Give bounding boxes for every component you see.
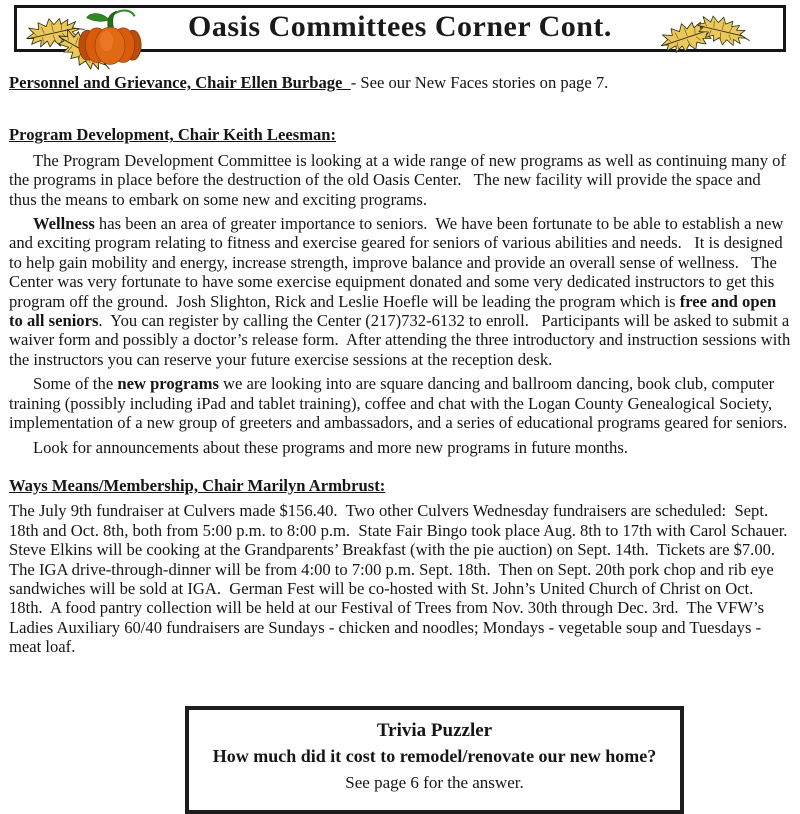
header-banner — [14, 5, 786, 52]
paragraph — [9, 501, 796, 657]
paragraph-text-bold: new programs — [117, 374, 219, 394]
paragraph-text: The Program Development Committee is looking at a wide range of new programs as well as continuing many of the programs in place before the destruction of the old Oasis Center. The new facility will provide the space and thus the means to embark on some new and exciting programs. — [9, 150, 791, 209]
page-title: Oasis Committees Corner Cont. — [188, 10, 612, 43]
paragraph-text: we are looking into are square dancing and ballroom dancing, book club, computer training (possibly including iPad and tablet training), coffee and chat with the Logan County Genealogical Society, implementation of a new group of greeters and ambassadors, and a series of educational programs geared for seniors. — [9, 374, 788, 433]
paragraph-text: Look for announcements about these programs and more new programs in future months. — [33, 437, 628, 457]
section-personnel-heading — [9, 73, 791, 92]
paragraph — [9, 374, 791, 432]
section-program-development — [9, 125, 795, 457]
section-ways-means — [9, 475, 796, 657]
trivia-answer: See page 6 for the answer. — [345, 772, 524, 792]
paragraph — [9, 438, 791, 457]
paragraph-text: The July 9th fundraiser at Culvers made $156.40. Two other Culvers Wednesday fundraisers are scheduled: Sept. 18th and Oct. 8th, both from 5:00 p.m. to 8:00 p.m. State Fair Bingo took place Aug. 8th to 17th with Carol Schauer. Steve Elkins will be cooking at the Grandparents’ Breakfast (with the pie auction) on Sept. 14th. Tickets are $7.00. The IGA drive-through-dinner will be from 4:00 to 7:00 p.m. Sept. 18th. Then on Sept. 20th pork chop and rib eye sandwiches will be sold at IGA. German Fest will be co-hosted with St. John’s United Church of Christ on Oct. 18th. A food pantry collection will be held at our Festival of Trees from Nov. 30th through Dec. 3rd. The VFW’s Ladies Auxiliary 60/40 fundraisers are Sundays - chicken and noodles; Mondays - vegetable soup and Tuesdays - meat loaf. — [9, 501, 796, 657]
heading-trailing-text: - See our New Faces stories on page 7. — [350, 73, 609, 92]
trivia-question: How much did it cost to remodel/renovate our new home? — [212, 745, 657, 766]
trivia-puzzler-box — [185, 706, 684, 814]
section-heading — [9, 125, 791, 144]
paragraph — [9, 214, 795, 369]
section-heading-text: Personnel and Grievance, Chair Ellen Burbage — [9, 73, 351, 92]
section-heading-text: Program Development, Chair Keith Leesman: — [9, 125, 337, 145]
paragraph-text: Some of the — [33, 374, 118, 394]
pumpkin-icon — [77, 6, 143, 70]
paragraph — [9, 151, 791, 209]
paragraph-text: has been an area of greater importance to seniors. We have been fortunate to be able to establish a new and exciting program relating to fitness and exercise geared for seniors of various abilities and needs. It is designed to help gain mobility and energy, increase strength, improve balance and provide an overall sense of wellness. The Center was very fortunate to have some exercise equipment donated and some very dedicated instructors to get this program off the ground. Josh Slighton, Rick and Leslie Hoefle will be leading the program which is — [9, 214, 788, 311]
paragraph-text: . You can register by calling the Center (217)732-6132 to enroll. Participants will be asked to submit a waiver form and possibly a doctor’s release form. After attending the three introductory and instruction sessions with the instructors you can reserve your future exercise sessions at the reception desk. — [9, 311, 795, 369]
section-heading-text: Ways Means/Membership, Chair Marilyn Armbrust: — [9, 475, 386, 495]
paragraph-text-bold: Wellness — [33, 214, 95, 234]
section-heading — [9, 476, 791, 495]
newsletter-page — [0, 5, 800, 814]
trivia-title: Trivia Puzzler — [376, 719, 493, 741]
paragraph-text-bold: free and open to all seniors — [9, 291, 781, 331]
